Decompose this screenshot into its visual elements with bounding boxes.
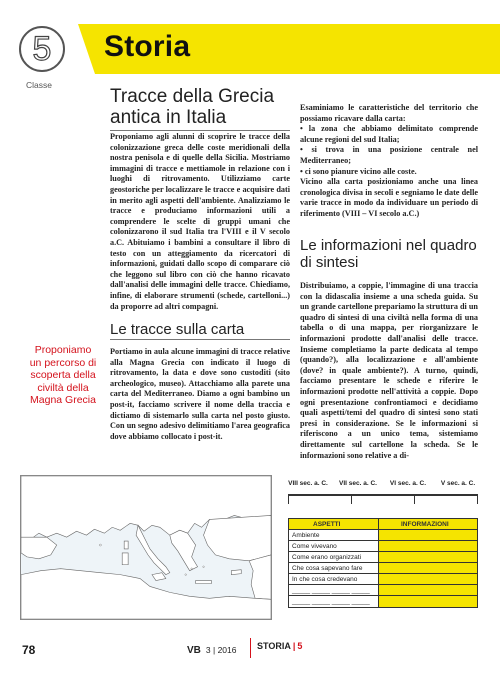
aspect-cell: Come erano organizzati xyxy=(289,552,379,562)
right-intro-text: Esaminiamo le caratteristiche del territorio che possiamo ricavare dalla carta: xyxy=(300,103,478,123)
magazine-logo: VB xyxy=(187,645,201,656)
aspect-cell: Che cosa sapevano fare xyxy=(289,563,379,573)
section2-heading: Le informazioni nel quadro di sintesi xyxy=(300,237,477,272)
century-label: VIII sec. a. C. xyxy=(288,480,328,487)
section1-rule xyxy=(110,339,290,340)
table-row xyxy=(289,563,477,574)
timeline-tick xyxy=(351,494,352,504)
mediterranean-map xyxy=(20,475,272,620)
intro-text: Proponiamo agli alunni di scoprire le tracce della colonizzazione greca delle coste meridionali della nostra penisola e di quelle della Sicilia. Mostriamo immagini di tracce e mettiamole in relazione con i luoghi di ritrovamento. Utilizziamo carte geostoriche per localizzare le tracce e acquisire dati in merito agli aspetti dell'ambiente. Analizziamo le tracce e produciamo informazioni utili a comprendere le scelte di gruppi umani che colonizzarono il sud Italia tra l'VIII e il V secolo a.C. Abituiamo i bambini a consultare il libro di testo con un atteggiamento da ricercatori di informazioni, guidati dallo scopo di comparare ciò che leggono sul libro con ciò che hanno ricavato dall'analisi delle immagini delle tracce. Chiediamo, infine, di elaborare strumenti (schede, cartelloni...) da proporre ad altri compagni. xyxy=(110,132,290,311)
table-row xyxy=(289,552,477,563)
table-row xyxy=(289,574,477,585)
aspect-cell: Ambiente xyxy=(289,530,379,540)
century-label: V sec. a. C. xyxy=(440,480,476,487)
aspect-cell: _____ _____ _____ _____ xyxy=(289,585,379,595)
timeline-line xyxy=(288,494,478,496)
section1-heading: Le tracce sulla carta xyxy=(110,321,245,338)
timeline xyxy=(288,480,478,516)
aspect-cell: In che cosa credevano xyxy=(289,574,379,584)
map-svg xyxy=(21,476,271,619)
info-cell xyxy=(379,541,477,551)
section-label xyxy=(250,638,308,658)
side-note: Proponiamo un percorso di scoperta della civiltà della Magna Grecia xyxy=(29,344,97,406)
section1-text: Portiamo in aula alcune immagini di tracce relative alla Magna Grecia con indicato il luogo di ritrovamento, la data e dove sono custoditi (sito archeologico, museo). Attacchiamo alla parete una carta del Mediterraneo. Diamo a ogni bambino un post-it, facciamo scrivere il nome della traccia e dictiamo di sistemarlo sulla carta nel posto giusto. Con un segno adesivo delimitiamo l'area geografica dove abbiamo collocato i post-it. xyxy=(110,347,290,441)
aspects-grid xyxy=(288,518,478,608)
aspect-cell: _____ _____ _____ _____ xyxy=(289,596,379,607)
info-cell xyxy=(379,530,477,540)
section2-paragraph xyxy=(300,281,478,461)
page-header xyxy=(0,10,500,90)
aspect-cell: Come vivevano xyxy=(289,541,379,551)
article-heading: Tracce della Grecia antica in Italia xyxy=(110,86,275,129)
info-cell xyxy=(379,596,477,607)
bullet-item: • si trova in una posizione centrale nel Mediterraneo; xyxy=(300,145,478,165)
section-divider: | xyxy=(292,641,296,651)
section2-text: Distribuiamo, a coppie, l'immagine di una traccia con la didascalia insieme a una scheda guida. Su un grande cartellone prepariamo la struttura di un quadro di sintesi di una civiltà nella forma di una tabella o di una mappa, per riorganizzare le informazioni prodotte dall'analisi delle tracce. Insieme completiamo la parte dedicata al tempo (quando?), alla localizzazione e all'ambiente (dove? in quale ambiente?). A turno, quindi, facciamo presentare le schede e riferire le informazioni prodotte nell'attività a coppie. Dopo ogni presentazione confrontiamoci e decidiamo quali aspetti/temi del quadro di sintesi sono stati presi in considerazione. Se le informazioni si riferiscono a un unico tema, sistemiamo direttamente sul cartellone la scheda. Se le informazioni sono relative a di- xyxy=(300,281,478,460)
info-cell xyxy=(379,585,477,595)
class-badge xyxy=(19,26,65,72)
table-row xyxy=(289,541,477,552)
page-title: Storia xyxy=(104,30,191,63)
table-row xyxy=(289,530,477,541)
page-number: 78 xyxy=(22,643,36,657)
century-label: VII sec. a. C. xyxy=(339,480,377,487)
timeline-tick xyxy=(477,494,478,504)
heading-rule xyxy=(110,130,290,131)
header-wedge xyxy=(78,24,95,74)
century-label: VI sec. a. C. xyxy=(389,480,427,487)
header-aspects: ASPETTI xyxy=(289,519,379,529)
table-row xyxy=(289,596,477,607)
info-cell xyxy=(379,563,477,573)
bullet-item: • ci sono pianure vicino alle coste. xyxy=(300,166,417,176)
info-cell xyxy=(379,552,477,562)
header-info: INFORMAZIONI xyxy=(401,521,449,528)
issue-number: 3 | 2016 xyxy=(205,645,237,655)
section-number: 5 xyxy=(297,641,303,651)
magazine-info xyxy=(187,645,236,656)
bullet-item: • la zona che abbiamo delimitato comprende alcune regioni del sud Italia; xyxy=(300,124,478,144)
grid-header xyxy=(289,519,477,530)
class-number: 5 xyxy=(32,30,52,68)
intro-paragraph xyxy=(110,132,290,312)
section-name: STORIA xyxy=(257,641,291,651)
timeline-tick xyxy=(288,494,289,504)
timeline-tick xyxy=(414,494,415,504)
info-cell xyxy=(379,574,477,584)
right-timeline-text: Vicino alla carta posizioniamo anche una linea cronologica divisa in secoli e segniamo le date delle varie tracce in modo da individuare un periodo di riferimento (VIII – VI secolo a.C.) xyxy=(300,177,478,218)
right-intro-paragraph xyxy=(300,103,478,220)
class-label: Classe xyxy=(26,80,52,90)
table-row xyxy=(289,585,477,596)
section1-paragraph xyxy=(110,347,290,442)
